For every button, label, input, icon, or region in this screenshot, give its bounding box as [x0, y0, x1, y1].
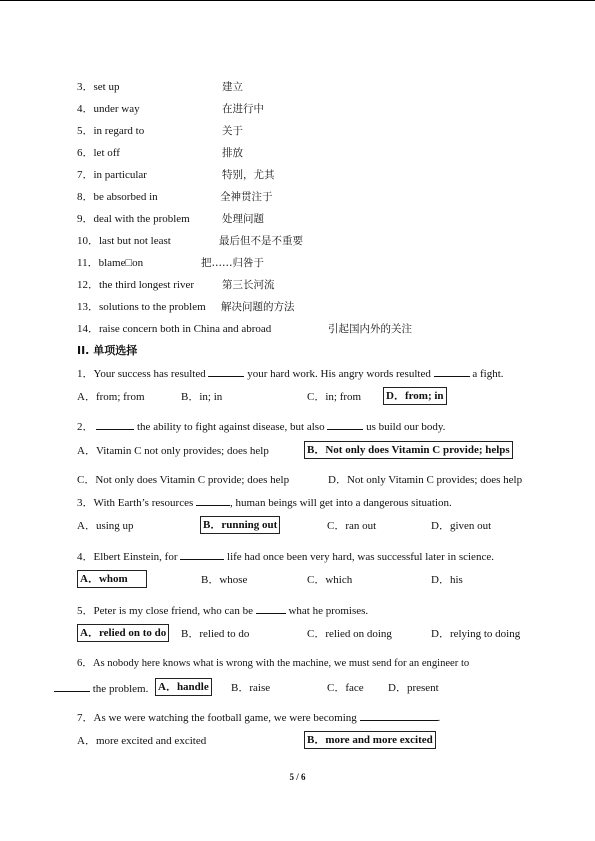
- stem-text: 4．Elbert Einstein, for: [77, 551, 178, 563]
- option-a[interactable]: A．from; from: [77, 391, 145, 403]
- option-c[interactable]: C．relied on doing: [307, 628, 392, 640]
- stem-text: 3．With Earth’s resources: [77, 497, 194, 509]
- vocab-english: 13．solutions to the problem: [77, 301, 206, 313]
- option-b-answer[interactable]: B．running out: [200, 516, 280, 534]
- option-a[interactable]: A．using up: [77, 520, 134, 532]
- option-a[interactable]: A．more excited and excited: [77, 735, 207, 747]
- vocab-english: 4．under way: [77, 103, 140, 115]
- option-a-answer[interactable]: A．relied on to do: [77, 624, 169, 642]
- vocab-chinese: 特别，尤其: [222, 169, 275, 181]
- page-number: 5 / 6: [289, 772, 306, 782]
- answer-blank: [256, 602, 286, 614]
- option-d-answer[interactable]: D．from; in: [383, 387, 447, 405]
- option-c[interactable]: C．in; from: [307, 391, 362, 403]
- vocab-english: 5．in regard to: [77, 125, 145, 137]
- vocab-chinese: 全神贯注于: [220, 191, 273, 203]
- stem-text: life had once been very hard, was successful later in science.: [227, 551, 494, 563]
- stem-text: , human beings will get into a dangerous situation.: [230, 497, 452, 509]
- stem-text: 5．Peter is my close friend, who can be: [77, 605, 253, 617]
- option-c[interactable]: C．Not only does Vitamin C provide; does help: [77, 474, 290, 486]
- answer-blank: [196, 494, 230, 506]
- option-d[interactable]: D．given out: [431, 520, 492, 532]
- question-7-stem: [77, 709, 440, 726]
- stem-text: 7．As we were watching the football game, we were becoming: [77, 712, 357, 724]
- question-4-stem: [77, 548, 494, 565]
- question-2-stem: [77, 418, 445, 435]
- vocab-chinese: 最后但不是不重要: [219, 235, 303, 247]
- option-d[interactable]: D．Not only Vitamin C provides; does help: [328, 474, 523, 486]
- stem-text: us build our body.: [366, 421, 446, 433]
- stem-text: 1．Your success has resulted: [77, 368, 206, 380]
- stem-text: the problem.: [92, 683, 149, 695]
- answer-blank: [208, 365, 244, 377]
- question-5-stem: [77, 602, 368, 619]
- stem-text: your hard work. His angry words resulted: [247, 368, 431, 380]
- answer-blank: [327, 418, 363, 430]
- option-d[interactable]: D．relying to doing: [431, 628, 521, 640]
- option-a-answer[interactable]: A．whom: [77, 570, 147, 588]
- stem-text: .: [437, 712, 441, 724]
- vocab-english: 12．the third longest river: [77, 279, 195, 291]
- page-top-rule: [0, 0, 595, 1]
- vocab-chinese: 建立: [222, 81, 243, 93]
- stem-text: 2．: [77, 421, 94, 433]
- vocab-english: 9．deal with the problem: [77, 213, 190, 225]
- question-6-stem-continued: [54, 680, 148, 697]
- vocab-english: 6．let off: [77, 147, 120, 159]
- option-b[interactable]: B．whose: [201, 574, 248, 586]
- stem-text: a fight.: [472, 368, 504, 380]
- vocab-english: 10．last but not least: [77, 235, 171, 247]
- vocab-english: 8．be absorbed in: [77, 191, 158, 203]
- question-1-stem: [77, 365, 504, 382]
- question-3-stem: [77, 494, 452, 511]
- vocab-chinese: 处理问题: [222, 213, 264, 225]
- stem-text: the ability to fight against disease, but also: [137, 421, 325, 433]
- option-c[interactable]: C．which: [307, 574, 353, 586]
- option-c[interactable]: C．face: [327, 682, 364, 694]
- question-6-stem: 6．As nobody here knows what is wrong with the machine, we must send for an engineer to: [77, 658, 470, 669]
- option-c[interactable]: C．ran out: [327, 520, 377, 532]
- vocab-chinese: 把……归咎于: [201, 257, 264, 269]
- option-b[interactable]: B．raise: [231, 682, 271, 694]
- answer-blank: [54, 680, 90, 692]
- option-b-answer[interactable]: B．Not only does Vitamin C provide; helps: [304, 441, 513, 459]
- vocab-chinese: 第三长河流: [222, 279, 275, 291]
- answer-blank: [360, 709, 438, 721]
- answer-blank: [434, 365, 470, 377]
- vocab-chinese: 排放: [222, 147, 243, 159]
- option-b[interactable]: B．relied to do: [181, 628, 250, 640]
- stem-text: what he promises.: [288, 605, 369, 617]
- vocab-chinese: 在进行中: [222, 103, 264, 115]
- option-a-answer[interactable]: A．handle: [155, 678, 212, 696]
- vocab-chinese: 关于: [222, 125, 243, 137]
- section-title: II. 单项选择: [77, 344, 138, 357]
- option-b-answer[interactable]: B．more and more excited: [304, 731, 436, 749]
- option-d[interactable]: D．his: [431, 574, 463, 586]
- vocab-english: 11．blame□on: [77, 257, 144, 269]
- vocab-chinese: 解决问题的方法: [221, 301, 295, 313]
- vocab-english: 3．set up: [77, 81, 120, 93]
- option-b[interactable]: B．in; in: [181, 391, 223, 403]
- vocab-english: 7．in particular: [77, 169, 147, 181]
- vocab-english: 14．raise concern both in China and abroad: [77, 323, 272, 335]
- answer-blank: [96, 418, 134, 430]
- option-d[interactable]: D．present: [388, 682, 439, 694]
- option-a[interactable]: A．Vitamin C not only provides; does help: [77, 445, 269, 457]
- answer-blank: [180, 548, 224, 560]
- vocab-chinese: 引起国内外的关注: [328, 323, 412, 335]
